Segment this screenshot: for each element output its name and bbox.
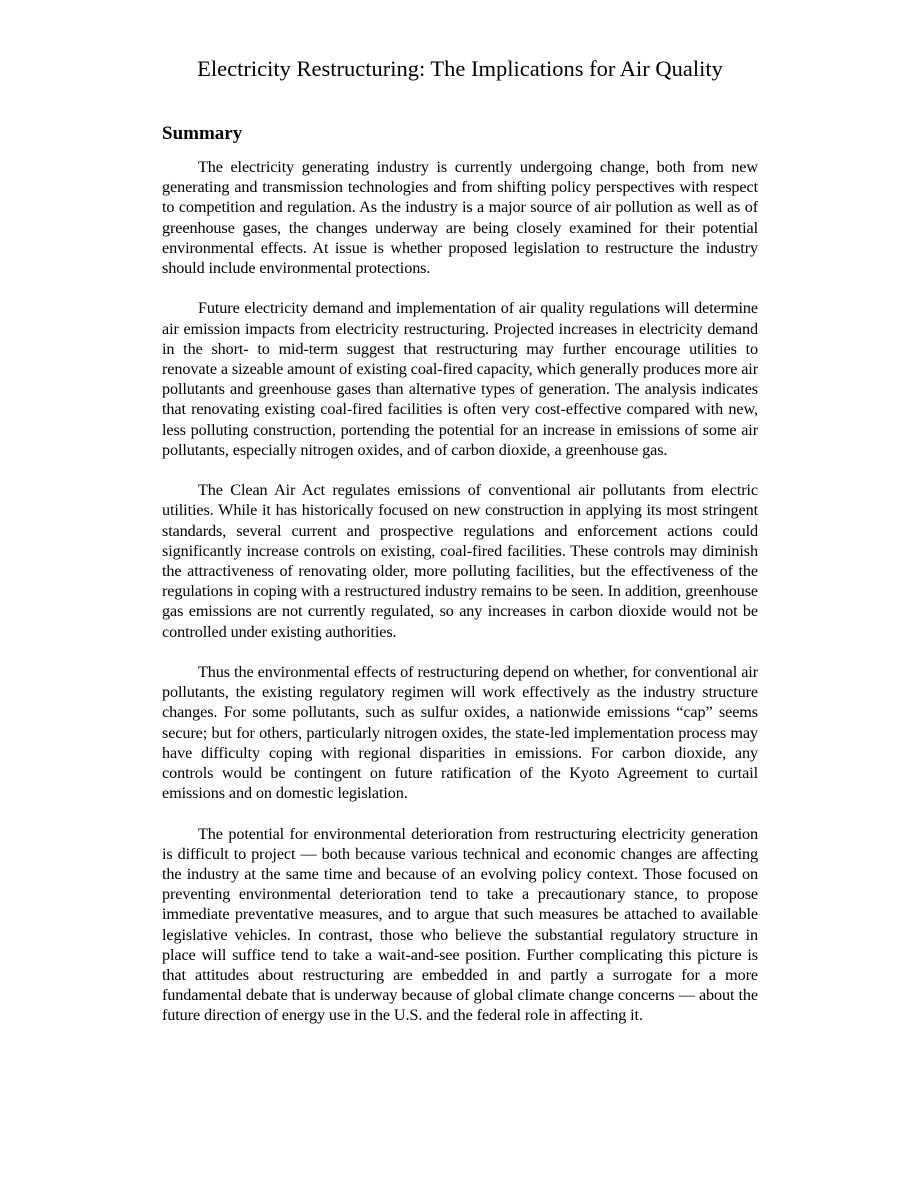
summary-paragraph-2: Future electricity demand and implementation of air quality regulations will determine air emission impacts from electricity restructuring. Projected increases in electricity demand in the short- to mid-term suggest that restructuring may further encourage utilities to renovate a sizeable amount of existing coal-fired capacity, which generally produces more air pollutants and greenhouse gases than alternative types of generation. The analysis indicates that renovating existing coal-fired facilities is often very cost-effective compared with new, less polluting construction, portending the potential for an increase in emissions of some air pollutants, especially nitrogen oxides, and of carbon dioxide, a greenhouse gas. [162,299,758,459]
summary-paragraph-1: The electricity generating industry is currently undergoing change, both from new generating and transmission technologies and from shifting policy perspectives with respect to competition and regulation. As the industry is a major source of air pollution as well as of greenhouse gases, the changes underway are being closely examined for their potential environmental effects. At issue is whether proposed legislation to restructure the industry should include environmental protections. [162,158,758,278]
summary-paragraph-3: The Clean Air Act regulates emissions of conventional air pollutants from electric utilities. While it has historically focused on new construction in applying its most stringent standards, several current and prospective regulations and enforcement actions could significantly increase controls on existing, coal-fired facilities. These controls may diminish the attractiveness of renovating older, more polluting facilities, but the effectiveness of the regulations in coping with a restructured industry remains to be seen. In addition, greenhouse gas emissions are not currently regulated, so any increases in carbon dioxide would not be controlled under existing authorities. [162,481,758,641]
section-heading-summary: Summary [162,123,243,144]
summary-paragraph-4: Thus the environmental effects of restructuring depend on whether, for conventional air pollutants, the existing regulatory regimen will work effectively as the industry structure changes. For some pollutants, such as sulfur oxides, a nationwide emissions “cap” seems secure; but for others, particularly nitrogen oxides, the state-led implementation process may have difficulty coping with regional disparities in emissions. For carbon dioxide, any controls would be contingent on future ratification of the Kyoto Agreement to curtail emissions and on domestic legislation. [162,663,758,803]
summary-paragraph-5: The potential for environmental deterioration from restructuring electricity generation is difficult to project — both because various technical and economic changes are affecting the industry at the same time and because of an evolving policy context. Those focused on preventing environmental deterioration tend to take a precautionary stance, to propose immediate preventative measures, and to argue that such measures be attached to available legislative vehicles. In contrast, those who believe the substantial regulatory structure in place will suffice tend to take a wait-and-see position. Further complicating this picture is that attitudes about restructuring are embedded in and partly a surrogate for a more fundamental debate that is underway because of global climate change concerns — about the future direction of energy use in the U.S. and the federal role in affecting it. [162,824,758,1025]
document-page [162,55,758,1046]
document-title: Electricity Restructuring: The Implications for Air Quality [197,56,723,81]
summary-body [162,157,758,1026]
